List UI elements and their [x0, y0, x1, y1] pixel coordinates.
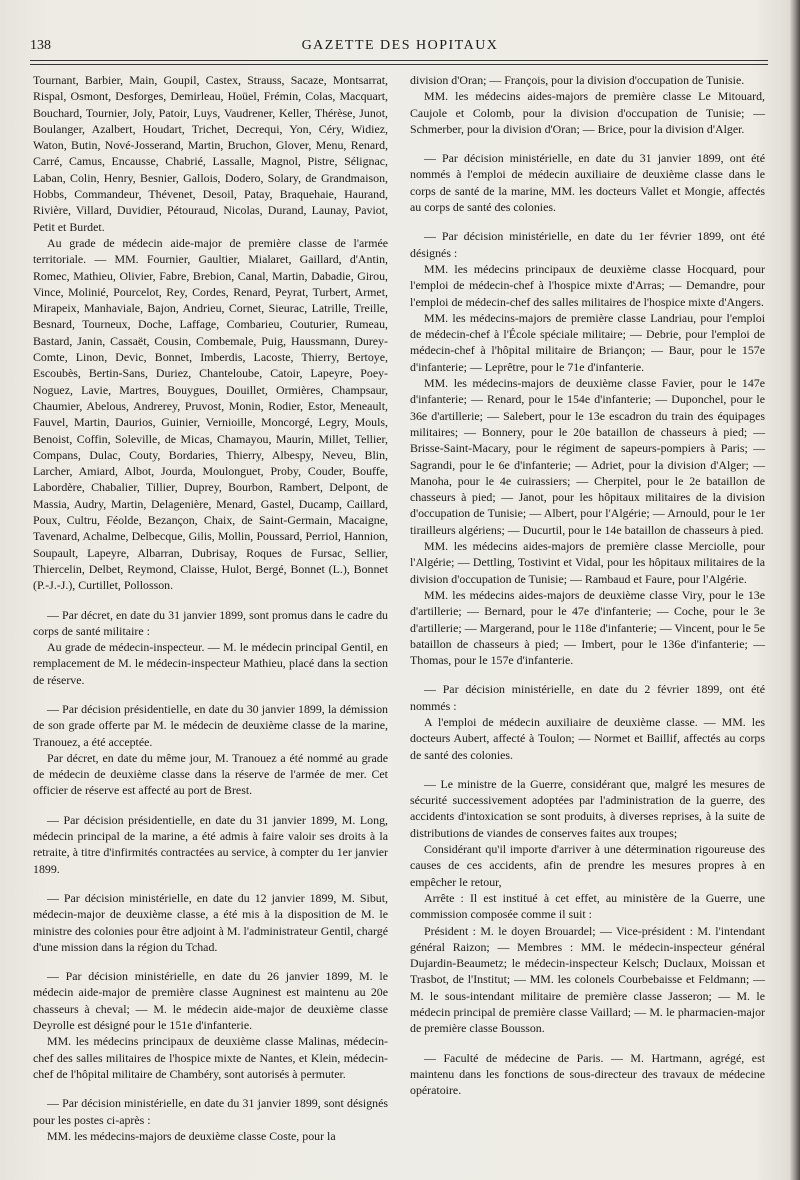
paragraph: — Par décision présidentielle, en date du 30 janvier 1899, la démission de son grade offerte par M. le médecin de deuxième classe de la marine, Tranouez, a été acceptée.	[33, 701, 388, 749]
paragraph: MM. les médecins-majors de première classe Landriau, pour l'emploi de médecin-chef à l'École spéciale militaire; — Debrie, pour l'emploi de médecin-chef à l'hôpital militaire de Briançon; — Baur, pour le 157e d'infanterie; — Leprêtre, pour le 71e d'infanterie.	[410, 310, 765, 374]
paragraph: Par décret, en date du même jour, M. Tranouez a été nommé au grade de médecin de deuxième classe dans la réserve de l'armée de mer. Cet officier de réserve est affecté au port de Brest.	[33, 750, 388, 798]
paragraph: — Par décret, en date du 31 janvier 1899, sont promus dans le cadre du corps de santé militaire :	[33, 607, 388, 638]
paragraph: Président : M. le doyen Brouardel; — Vice-président : M. l'intendant général Raizon; — Membres : MM. le médecin-inspecteur général Dujardin-Beaumetz; le médecin-inspecteur Kelsch; Duclaux, Moissan et Trasbot, de l'Institut; — MM. les colonels Courbebaisse et Feldmann; — M. le sous-intendant militaire de première classe Jasseron; — M. le médecin principal de première classe Vaillard; — M. le pharmacien-major de première classe Bousson.	[410, 923, 765, 1036]
paragraph: — Le ministre de la Guerre, considérant que, malgré les mesures de sécurité successivement adoptées par l'administration de la guerre, des accidents d'intoxication se sont produits, à diverses reprises, à la suite de distributions de viandes de conserves faites aux troupes;	[410, 776, 765, 840]
paragraph: — Par décision ministérielle, en date du 31 janvier 1899, ont été nommés à l'emploi de médecin auxiliaire de deuxième classe dans le corps de santé de la marine, MM. les docteurs Vallet et Mongie, affectés au corps de santé des colonies.	[410, 151, 765, 215]
paragraph: — Par décision ministérielle, en date du 31 janvier 1899, sont désignés pour les postes ci-après :	[33, 1096, 388, 1127]
page-header	[30, 38, 770, 58]
paragraph: — Faculté de médecine de Paris. — M. Hartmann, agrégé, est maintenu dans les fonctions de sous-directeur des travaux de médecine opératoire.	[410, 1050, 765, 1098]
paragraph: Considérant qu'il importe d'arriver à une détermination rigoureuse des causes de ces accidents, afin de prendre les mesures propres à en empêcher le retour,	[410, 842, 765, 889]
paragraph: MM. les médecins-majors de deuxième classe Coste, pour la	[47, 1128, 336, 1143]
paragraph: MM. les médecins principaux de deuxième classe Hocquard, pour l'emploi de médecin-chef à l'hospice mixte d'Arras; — Demandre, pour l'emploi de médecin-chef des salles militaires de l'hospice mixte d'Angers.	[410, 261, 765, 309]
left-column	[33, 72, 388, 1144]
paragraph: MM. les médecins-majors de deuxième classe Favier, pour le 147e d'infanterie; — Renard, pour le 154e d'infanterie; — Duponchel, pour le 36e d'artillerie; — Salebert, pour le 13e escadron du train des équipages militaires; — Bonnery, pour le 20e bataillon de chasseurs à pied; — Brisse-Saint-Macary, pour le régiment de sapeurs-pompiers à Paris; — Sagrandi, pour le 6e d'infanterie; — Adriet, pour la division d'Alger; — Manoha, pour le 4e cuirassiers; — Cherpitel, pour le 2e bataillon de chasseurs à pied; — Janot, pour les hôpitaux militaires de la division d'occupation de Tunisie; — Albert, pour l'Algérie; — Arnould, pour le 1er tirailleurs algériens; — Ducurtil, pour le 14e bataillon de chasseurs à pied.	[410, 376, 765, 537]
header-rule-thin	[30, 64, 768, 65]
paragraph: — Par décision ministérielle, en date du 2 février 1899, ont été nommés :	[410, 682, 765, 713]
paragraph: — Par décision ministérielle, en date du 1er février 1899, ont été désignés :	[410, 229, 765, 260]
paragraph: Tournant, Barbier, Main, Goupil, Castex, Strauss, Sacaze, Montsarrat, Rispal, Osmont, Desforges, Demirleau, Hoüel, Frémin, Colas, Macquart, Bouchard, Tournier, Joly, Patoir, Luys, Vaudrener, Keller, Thérèse, Junot, Boulanger, Azalbert, Houdart, Trichet, Decrequi, Yon, Céry, Widiez, Waton, Butin, Nové-Josserand, Martin, Bruchon, Glover, Menu, Renard, Carré, Camus, Encausse, Chabrié, Lassalle, Magnol, Pistre, Sélignac, Laban, Colin, Henry, Besnier, Gallois, Dodero, Solary, de Grandmaison, Hobbs, Commandeur, Thévenet, Desoil, Patay, Braquehaie, Haurand, Rivière, Villard, Duvidier, Pétouraud, Nicolas, Durand, Launay, Paviot, Petit et Burdet.	[33, 73, 388, 234]
paragraph: MM. les médecins aides-majors de deuxième classe Viry, pour le 13e d'artillerie; — Bernard, pour le 47e d'infanterie; — Coche, pour le 3e d'artillerie; — Margerand, pour le 118e d'infanterie; — Vincent, pour le 5e bataillon de chasseurs à pied; — Imbert, pour le 136e d'infanterie; — Thomas, pour le 157e d'infanterie.	[410, 587, 765, 668]
paragraph: MM. les médecins aides-majors de première classe Merciolle, pour l'Algérie; — Dettling, Tostivint et Vidal, pour les hôpitaux militaires de la division d'occupation de Tunisie; — Rambaud et Faure, pour l'Algérie.	[410, 539, 765, 586]
paragraph: Au grade de médecin-inspecteur. — M. le médecin principal Gentil, en remplacement de M. le médecin-inspecteur Mathieu, placé dans la section de réserve.	[33, 640, 388, 687]
paragraph: — Par décision ministérielle, en date du 12 janvier 1899, M. Sibut, médecin-major de deuxième classe, a été mis à la disposition de M. le ministre des colonies pour être adjoint à M. l'administrateur Gentil, chargé d'une mission dans la région du Tchad.	[33, 890, 388, 954]
right-column	[410, 72, 765, 1099]
page-number: 138	[30, 38, 51, 53]
paragraph: A l'emploi de médecin auxiliaire de deuxième classe. — MM. les docteurs Aubert, affecté à Toulon; — Normet et Baillif, affectés au corps de santé des colonies.	[410, 714, 765, 762]
running-title: GAZETTE DES HOPITAUX	[301, 38, 499, 53]
paragraph: MM. les médecins principaux de deuxième classe Malinas, médecin-chef des salles militaires de l'hospice mixte de Nantes, et Klein, médecin-chef de l'hôpital militaire de Chambéry, sont autorisés à permuter.	[33, 1034, 388, 1081]
paragraph: MM. les médecins aides-majors de première classe Le Mitouard, Caujole et Colomb, pour la division d'occupation de Tunisie; — Schmerber, pour la division d'Oran; — Brice, pour la division d'Alger.	[410, 89, 765, 136]
paragraph: Arrête : Il est institué à cet effet, au ministère de la Guerre, une commission composée comme il suit :	[410, 890, 765, 922]
paragraph: — Par décision ministérielle, en date du 26 janvier 1899, M. le médecin aide-major de première classe Augninest est maintenu au 20e chasseurs à cheval; — M. le médecin aide-major de deuxième classe Deyrolle est désigné pour le 151e d'infanterie.	[33, 969, 388, 1033]
header-rule	[30, 60, 768, 61]
page-edge-shadow	[790, 0, 800, 1180]
paragraph: division d'Oran; — François, pour la division d'occupation de Tunisie.	[410, 73, 745, 87]
paragraph: Au grade de médecin aide-major de première classe de l'armée territoriale. — MM. Fournier, Gaultier, Mialaret, Gaillard, d'Antin, Romec, Mathieu, Olivier, Fabre, Brebion, Canal, Martin, Dabadie, Girou, Vince, Molinié, Pourcelot, Rey, Cordes, Renard, Peyrat, Turbert, Armet, Mirapeix, Manhaviale, Bajon, Andrieu, Cornet, Sieurac, Latrille, Treille, Besnard, Tourneux, Doche, Laffage, Combarieu, Couturier, Rumeau, Bastard, Janin, Cassaët, Cousin, Combemale, Puig, Haussmann, Durey-Comte, Linon, Devic, Bonnet, Imberdis, Lacoste, Thierry, Bertoye, Escoubès, Bertin-Sans, Duriez, Chanteloube, Catoir, Lapeyre, Poey-Noguez, Lavie, Martres, Bouygues, Douillet, Ormières, Champsaur, Chaumier, Abelous, Andrerey, Pruvost, Monin, Rodier, Estor, Meneault, Fauvel, Martin, Daurios, Guinier, Vernioille, Moncorgé, Legry, Mouls, Benoist, Coffin, Soleville, de Micas, Chamayou, Maurin, Millet, Tellier, Compans, Dulac, Couty, Bordaries, Thierry, Albespy, Neveu, Blin, Larcher, Amiard, Albot, Jourda, Moulonguet, Proby, Couder, Bouffe, Labordère, Chabalier, Tillier, Duprey, Bourbon, Rambert, Delpont, de Massia, Audry, Martin, Delagenière, Menard, Gastel, Ducamp, Caillard, Poux, Cultru, Féolde, Bezançon, Chaix, de Saint-Germain, Macaigne, Tavenard, Achalme, Delbecque, Gilis, Mollin, Poussard, Perriol, Hannion, Soupault, Lapeyre, Albarran, Dubrisay, Roques de Fursac, Sellier, Thiercelin, Delbet, Reymond, Claisse, Hulot, Bergé, Bonnet (L.), Bonnet (P.-J.-J.), Curtillet, Pollosson.	[33, 235, 388, 593]
paragraph: — Par décision présidentielle, en date du 31 janvier 1899, M. Long, médecin principal de la marine, a été admis à faire valoir ses droits à la retraite, à titre d'infirmités contractées au service, à compter du 1er janvier 1899.	[33, 812, 388, 876]
